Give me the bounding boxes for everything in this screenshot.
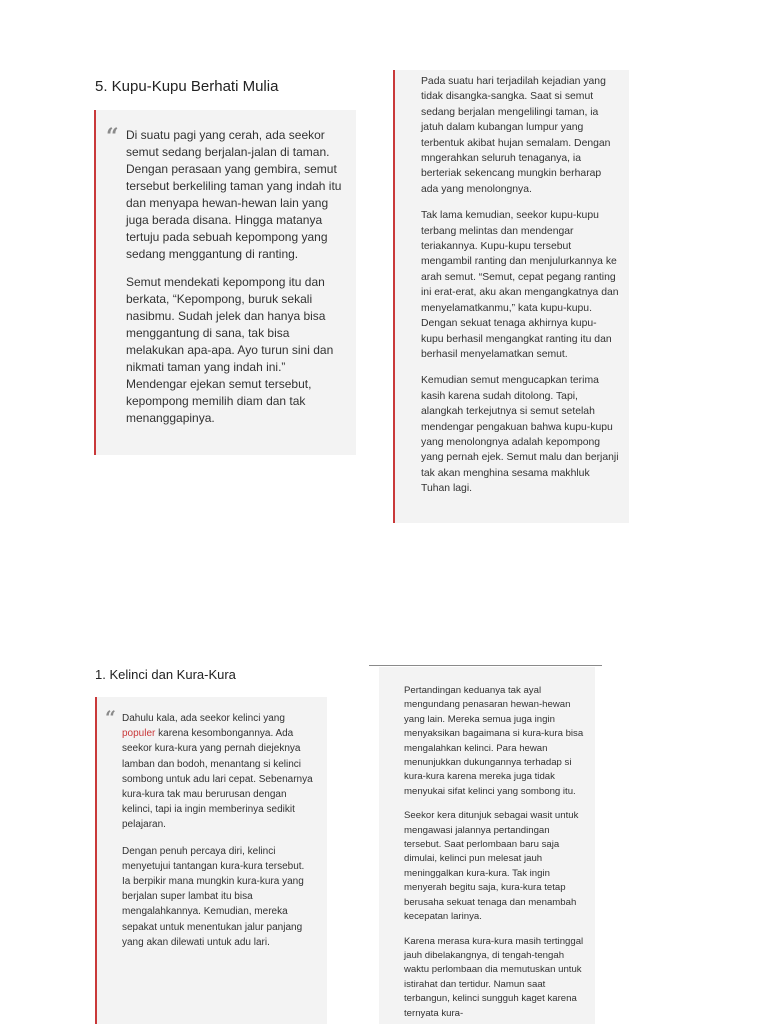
story-1-quote-right [379,667,595,1024]
quote-mark-icon: “ [105,707,116,729]
story-1-quote-left [95,697,327,1024]
story-1-right-paragraph: Pertandingan keduanya tak ayal mengundang penasaran hewan-hewan yang lain. Mereka semua juga ingin menyaksikan bagaimana si kura-kura bisa mengalahkan kelinci. Para hewan menunjukkan dukungannya terhadap si kura-kura karena mereka juga tidak menyukai sifat kelinci yang sombong itu. [404,685,584,797]
story-5-right-paragraph: Pada suatu hari terjadilah kejadian yang tidak disangka-sangka. Saat si semut sedang berjalan mengelilingi taman, ia jatuh dalam kubangan lumpur yang terbentuk akibat hujan semalam. Dengan mngerahkan seluruh tenaganya, ia berteriak sekencang mungkin berharap ada yang menolongnya. [421,76,611,195]
story-5-quote-left [94,110,356,455]
quote-mark-icon: “ [106,124,119,150]
populer-link[interactable]: populer [122,728,156,740]
story-5-right-paragraph: Kemudian semut mengucapkan terima kasih karena sudah ditolong. Tapi, alangkah terkejutnya si semut setelah mendengar pengakuan bahwa kupu-kupu yang menolongnya adalah kepompong yang pernah ejek. Semut malu dan berjanji tak akan menghina sesama makhluk Tuhan lagi. [421,375,619,495]
story-1-right-paragraph: Karena merasa kura-kura masih tertinggal jauh dibelakangnya, di tengah-tengah waktu perlombaan dia memutuskan untuk istirahat dan tertidur. Namun saat terbangun, kelinci sungguh kaget karena ternyata kura- [404,935,584,1019]
story-5-left-paragraph: Semut mendekati kepompong itu dan berkata, “Kepompong, buruk sekali nasibmu. Sudah jelek dan hanya bisa menggantung di sana, tak bisa melakukan apa-apa. Ayo turun sini dan nikmati taman yang indah ini.” Mendengar ejekan semut tersebut, kepompong memilih diam dan tak menanggapinya. [126,275,334,425]
story-1-right-paragraph: Seekor kera ditunjuk sebagai wasit untuk mengawasi jalannya pertandingan tersebut. Saat perlombaan baru saja dimulai, kelinci pun melesat jauh meninggalkan kura-kura. Tak ingin menyerah begitu saja, kura-kura tetap berusaha sekuat tenaga dan menambah kecepatan larinya. [404,810,579,923]
story-5-left-paragraph: Di suatu pagi yang cerah, ada seekor semut sedang berjalan-jalan di taman. Dengan perasaan yang gembira, semut tersebut berkeliling taman yang indah itu dan menyapa hewan-hewan lain yang juga berada disana. Hingga matanya tertuju pada sebuah kepompong yang sedang menggantung di ranting. [126,128,342,261]
story-1-left-paragraph: Dahulu kala, ada seekor kelinci yang populer karena kesombongannya. Ada seekor kura-kura yang pernah diejeknya lamban dan bodoh, menantang si kelinci sombong untuk adu lari cepat. Sebenarnya kura-kura tak mau berurusan dengan kelinci, tapi ia ingin memberinya sedikit pelajaran. [122,713,313,831]
story-1-title: 1. Kelinci dan Kura-Kura [95,667,236,682]
story-1-left-paragraph: Dengan penuh percaya diri, kelinci menyetujui tantangan kura-kura tersebut. Ia berpikir mana mungkin kura-kura yang berjalan super lambat itu bisa mengalahkannya. Kemudian, mereka sepakat untuk menentukan jalur panjang yang akan dilewati untuk adu lari. [122,845,305,948]
divider-line [369,665,602,666]
story-5-quote-right [393,70,629,523]
story-5-right-paragraph: Tak lama kemudian, seekor kupu-kupu terbang melintas dan mendengar teriakannya. Kupu-kupu tersebut mengambil ranting dan menjulurkannya ke arah semut. “Semut, cepat pegang ranting ini erat-erat, aku akan mengangkatnya dan menyelamatkanmu,” kata kupu-kupu. Dengan sekuat tenaga akhirnya kupu-kupu berhasil mengangkat ranting itu dan berhasil menyelamatkan semut. [421,210,619,360]
story-5-title: 5. Kupu-Kupu Berhati Mulia [95,78,279,95]
